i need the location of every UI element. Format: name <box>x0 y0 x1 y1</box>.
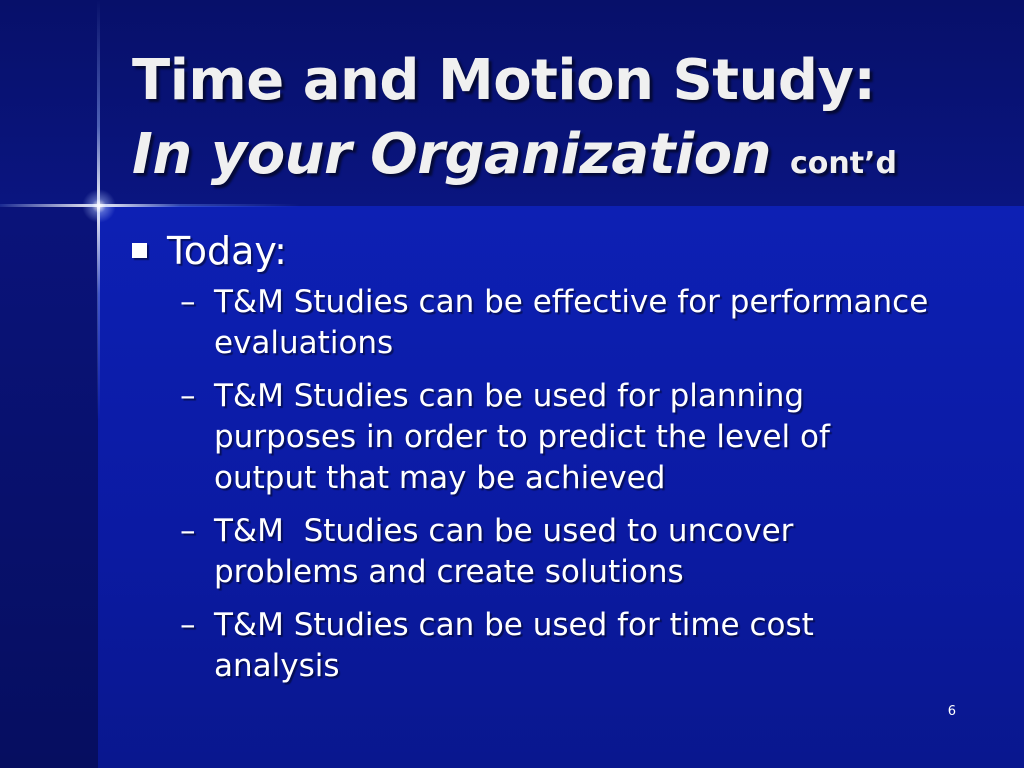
sub-bullet-item <box>180 605 992 687</box>
bullet-label: Today: <box>167 229 287 273</box>
title-line-2 <box>132 118 992 201</box>
sub-bullet-text: T&M Studies can be effective for performance evaluations <box>214 284 939 361</box>
title-line-2-text: In your Organization <box>132 122 772 187</box>
sub-bullet-item <box>180 376 992 499</box>
sub-bullet-text: T&M Studies can be used to uncover problems and create solutions <box>214 513 804 590</box>
slide-title <box>132 44 992 201</box>
dash-bullet: – <box>180 378 196 414</box>
dash-bullet: – <box>180 513 196 549</box>
sparkle-star-icon <box>82 189 116 223</box>
left-band <box>0 206 98 768</box>
slide-content <box>132 228 992 699</box>
dash-bullet: – <box>180 607 196 643</box>
sub-bullet-item <box>180 511 992 593</box>
sparkle-horizontal-line <box>0 204 300 207</box>
page-number: 6 <box>947 704 956 719</box>
sub-bullet-text: T&M Studies can be used for planning purposes in order to predict the level of output that may be achieved <box>214 378 840 496</box>
sub-bullet-item <box>180 282 992 364</box>
sub-bullet-text: T&M Studies can be used for time cost analysis <box>214 607 824 684</box>
square-bullet-icon <box>132 243 147 258</box>
dash-bullet: – <box>180 284 196 320</box>
title-line-1: Time and Motion Study: <box>132 48 876 113</box>
sub-bullet-list <box>180 282 992 687</box>
title-suffix: cont’d <box>790 146 897 181</box>
bullet-today <box>132 228 992 274</box>
